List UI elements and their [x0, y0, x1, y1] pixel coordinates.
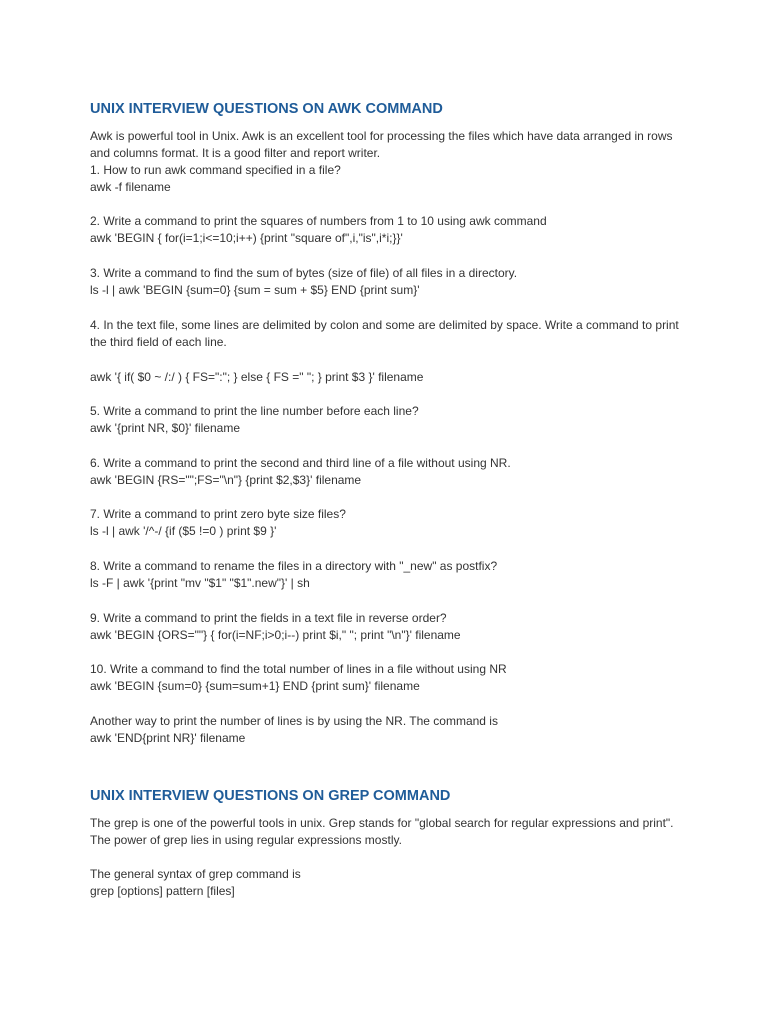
awk-section-heading: UNIX INTERVIEW QUESTIONS ON AWK COMMAND	[90, 101, 443, 117]
answer-10: awk 'BEGIN {sum=0} {sum=sum+1} END {print sum}' filename	[90, 679, 420, 693]
question-10: 10. Write a command to find the total number of lines in a file without using NR	[90, 662, 507, 676]
grep-syntax-label: The general syntax of grep command is	[90, 867, 301, 881]
question-8: 8. Write a command to rename the files in a directory with "_new" as postfix?	[90, 559, 498, 573]
grep-intro-line-1: The grep is one of the powerful tools in unix. Grep stands for "global search for regular expressions and print".	[90, 816, 674, 830]
question-5: 5. Write a command to print the line number before each line?	[90, 404, 419, 418]
question-7: 7. Write a command to print zero byte size files?	[90, 507, 346, 521]
alternative-note: Another way to print the number of lines is by using the NR. The command is	[90, 714, 498, 728]
awk-intro-line-1: Awk is powerful tool in Unix. Awk is an excellent tool for processing the files which have data arranged in rows	[90, 129, 673, 143]
question-9: 9. Write a command to print the fields in a text file in reverse order?	[90, 611, 447, 625]
answer-2: awk 'BEGIN { for(i=1;i<=10;i++) {print "square of",i,"is",i*i;}}'	[90, 231, 403, 245]
answer-5: awk '{print NR, $0}' filename	[90, 421, 240, 435]
answer-9: awk 'BEGIN {ORS=""} { for(i=NF;i>0;i--) print $i," "; print "\n"}' filename	[90, 628, 461, 642]
answer-1: awk -f filename	[90, 180, 171, 194]
question-1: 1. How to run awk command specified in a file?	[90, 163, 341, 177]
question-4-line-2: the third field of each line.	[90, 335, 227, 349]
question-4-line-1: 4. In the text file, some lines are delimited by colon and some are delimited by space. Write a command to print	[90, 318, 679, 332]
answer-4: awk '{ if( $0 ~ /:/ ) { FS=":"; } else { FS =" "; } print $3 }' filename	[90, 370, 424, 384]
grep-section-heading: UNIX INTERVIEW QUESTIONS ON GREP COMMAND	[90, 788, 451, 804]
answer-7: ls -l | awk '/^-/ {if ($5 !=0 ) print $9 }'	[90, 524, 277, 538]
question-3: 3. Write a command to find the sum of bytes (size of file) of all files in a directory.	[90, 266, 518, 280]
grep-intro-line-2: The power of grep lies in using regular expressions mostly.	[90, 833, 402, 847]
grep-syntax: grep [options] pattern [files]	[90, 884, 235, 898]
answer-8: ls -F | awk '{print "mv "$1" "$1".new"}' | sh	[90, 576, 310, 590]
awk-intro-line-2: and columns format. It is a good filter and report writer.	[90, 146, 381, 160]
answer-6: awk 'BEGIN {RS="";FS="\n"} {print $2,$3}' filename	[90, 473, 362, 487]
answer-3: ls -l | awk 'BEGIN {sum=0} {sum = sum + $5} END {print sum}'	[90, 283, 420, 297]
alternative-command: awk 'END{print NR}' filename	[90, 731, 246, 745]
question-6: 6. Write a command to print the second and third line of a file without using NR.	[90, 456, 511, 470]
question-2: 2. Write a command to print the squares of numbers from 1 to 10 using awk command	[90, 214, 547, 228]
